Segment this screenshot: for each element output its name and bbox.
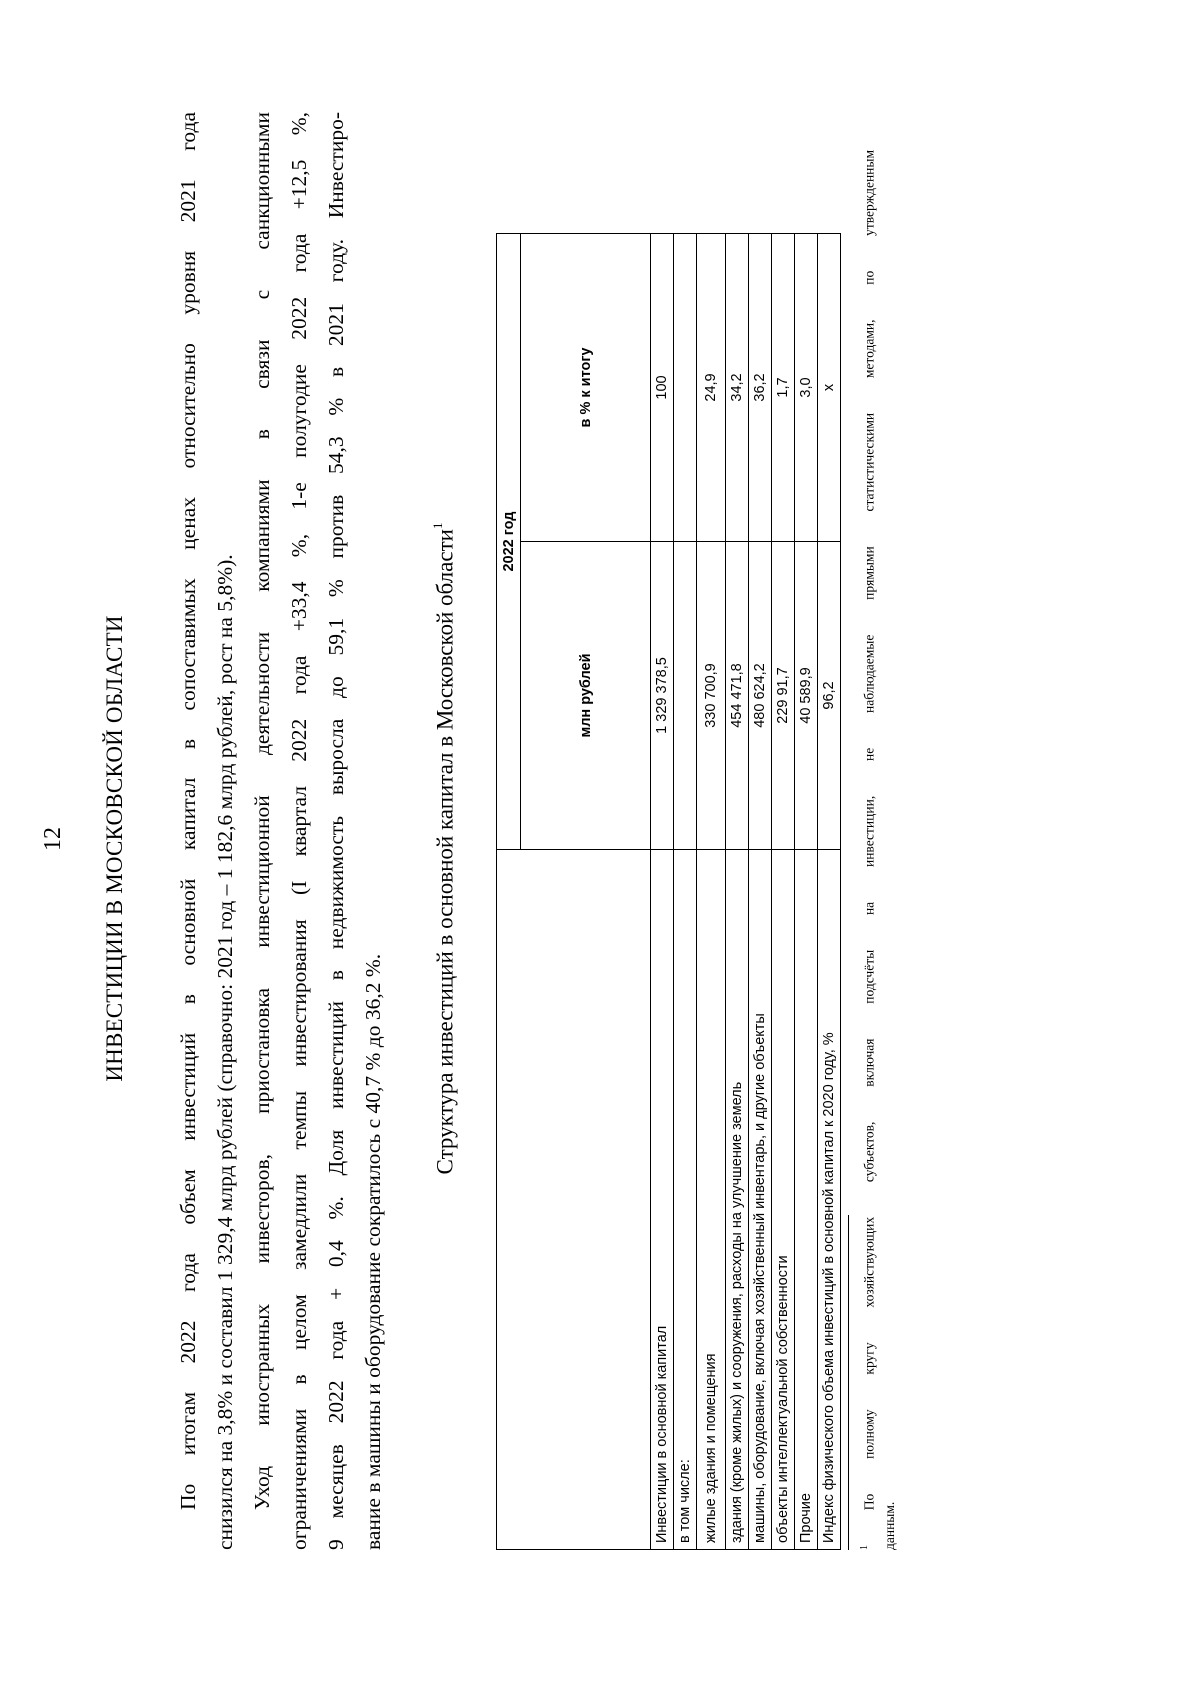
row-pct xyxy=(674,234,697,542)
section-heading: ИНВЕСТИЦИИ В МОСКОВСКОЙ ОБЛАСТИ xyxy=(102,615,127,1082)
header-empty-cell xyxy=(497,850,651,1550)
table-row xyxy=(772,234,795,1550)
row-pct: х xyxy=(818,234,841,542)
row-label: жилые здания и помещения xyxy=(697,850,726,1550)
row-mln: 40 589,9 xyxy=(795,542,818,850)
row-mln: 1 329 378,5 xyxy=(651,542,674,850)
paragraph-line: ограничениями в целом замедлили темпы инвестирования (I квартал 2022 года +33,4 %, 1-е полугодие 2022 года +12,5 %, xyxy=(287,112,311,1550)
table-title-text: Структура инвестиций в основной капитал в Московской области xyxy=(432,529,458,1175)
table-row xyxy=(651,234,674,1550)
footnote-reference: 1 xyxy=(430,522,445,530)
row-pct: 34,2 xyxy=(726,234,749,542)
header-mln-rub: млн рублей xyxy=(521,542,651,850)
row-label: в том числе: xyxy=(674,850,697,1550)
footnote-line xyxy=(860,150,878,1550)
paragraph-line: Уход иностранных инвесторов, приостановка инвестиционной деятельности компаниями в связи с санкционными xyxy=(250,112,274,1510)
table-row xyxy=(749,234,772,1550)
page-number: 12 xyxy=(40,827,66,851)
paragraph-line: снизился на 3,8% и составил 1 329,4 млрд рублей (справочно: 2021 год – 1 182,6 млрд рублей, рост на 5,8%). xyxy=(213,554,237,1550)
row-mln: 96,2 xyxy=(818,542,841,850)
footnote-text: По полному кругу хозяйствующих субъектов, включая подсчёты на инвестиции, не наблюдаемые прямыми статистическими методами, по утвержденным xyxy=(861,149,877,1511)
investment-structure-table xyxy=(496,233,841,1550)
row-pct: 100 xyxy=(651,234,674,542)
table-row xyxy=(795,234,818,1550)
row-mln: 480 624,2 xyxy=(749,542,772,850)
row-label: Индекс физического объема инвестиций в основной капитал к 2020 году, % xyxy=(818,850,841,1550)
table-row xyxy=(726,234,749,1550)
row-label: здания (кроме жилых) и сооружения, расходы на улучшение земель xyxy=(726,850,749,1550)
paragraph-line: вание в машины и оборудование сократилось с 40,7 % до 36,2 %. xyxy=(361,953,385,1550)
row-pct: 3,0 xyxy=(795,234,818,542)
table-row xyxy=(697,234,726,1550)
row-label: Прочие xyxy=(795,850,818,1550)
footnote-mark: 1 xyxy=(859,1545,870,1550)
row-pct: 24,9 xyxy=(697,234,726,542)
row-mln: 330 700,9 xyxy=(697,542,726,850)
paragraph-line: По итогам 2022 года объем инвестиций в основной капитал в сопоставимых ценах относительно уровня 2021 года xyxy=(176,112,200,1510)
row-pct: 36,2 xyxy=(749,234,772,542)
footnote-separator xyxy=(848,1215,849,1550)
row-mln xyxy=(674,542,697,850)
row-label: Инвестиции в основной капитал xyxy=(651,850,674,1550)
row-mln: 229 91,7 xyxy=(772,542,795,850)
row-label: машины, оборудование, включая хозяйственный инвентарь, и другие объекты xyxy=(749,850,772,1550)
row-mln: 454 471,8 xyxy=(726,542,749,850)
footnote-line: данным. xyxy=(882,1501,897,1550)
table-row xyxy=(674,234,697,1550)
table-title xyxy=(432,0,459,1697)
header-percent-total: в % к итогу xyxy=(521,234,651,542)
header-year: 2022 год xyxy=(497,234,521,850)
paragraph-line: 9 месяцев 2022 года + 0,4 %. Доля инвестиций в недвижимость выросла до 59,1 % против 54,3 % в 2021 году. Инвестиро- xyxy=(324,112,348,1550)
row-label: объекты интеллектуальной собственности xyxy=(772,850,795,1550)
row-pct: 1,7 xyxy=(772,234,795,542)
table-row xyxy=(818,234,841,1550)
